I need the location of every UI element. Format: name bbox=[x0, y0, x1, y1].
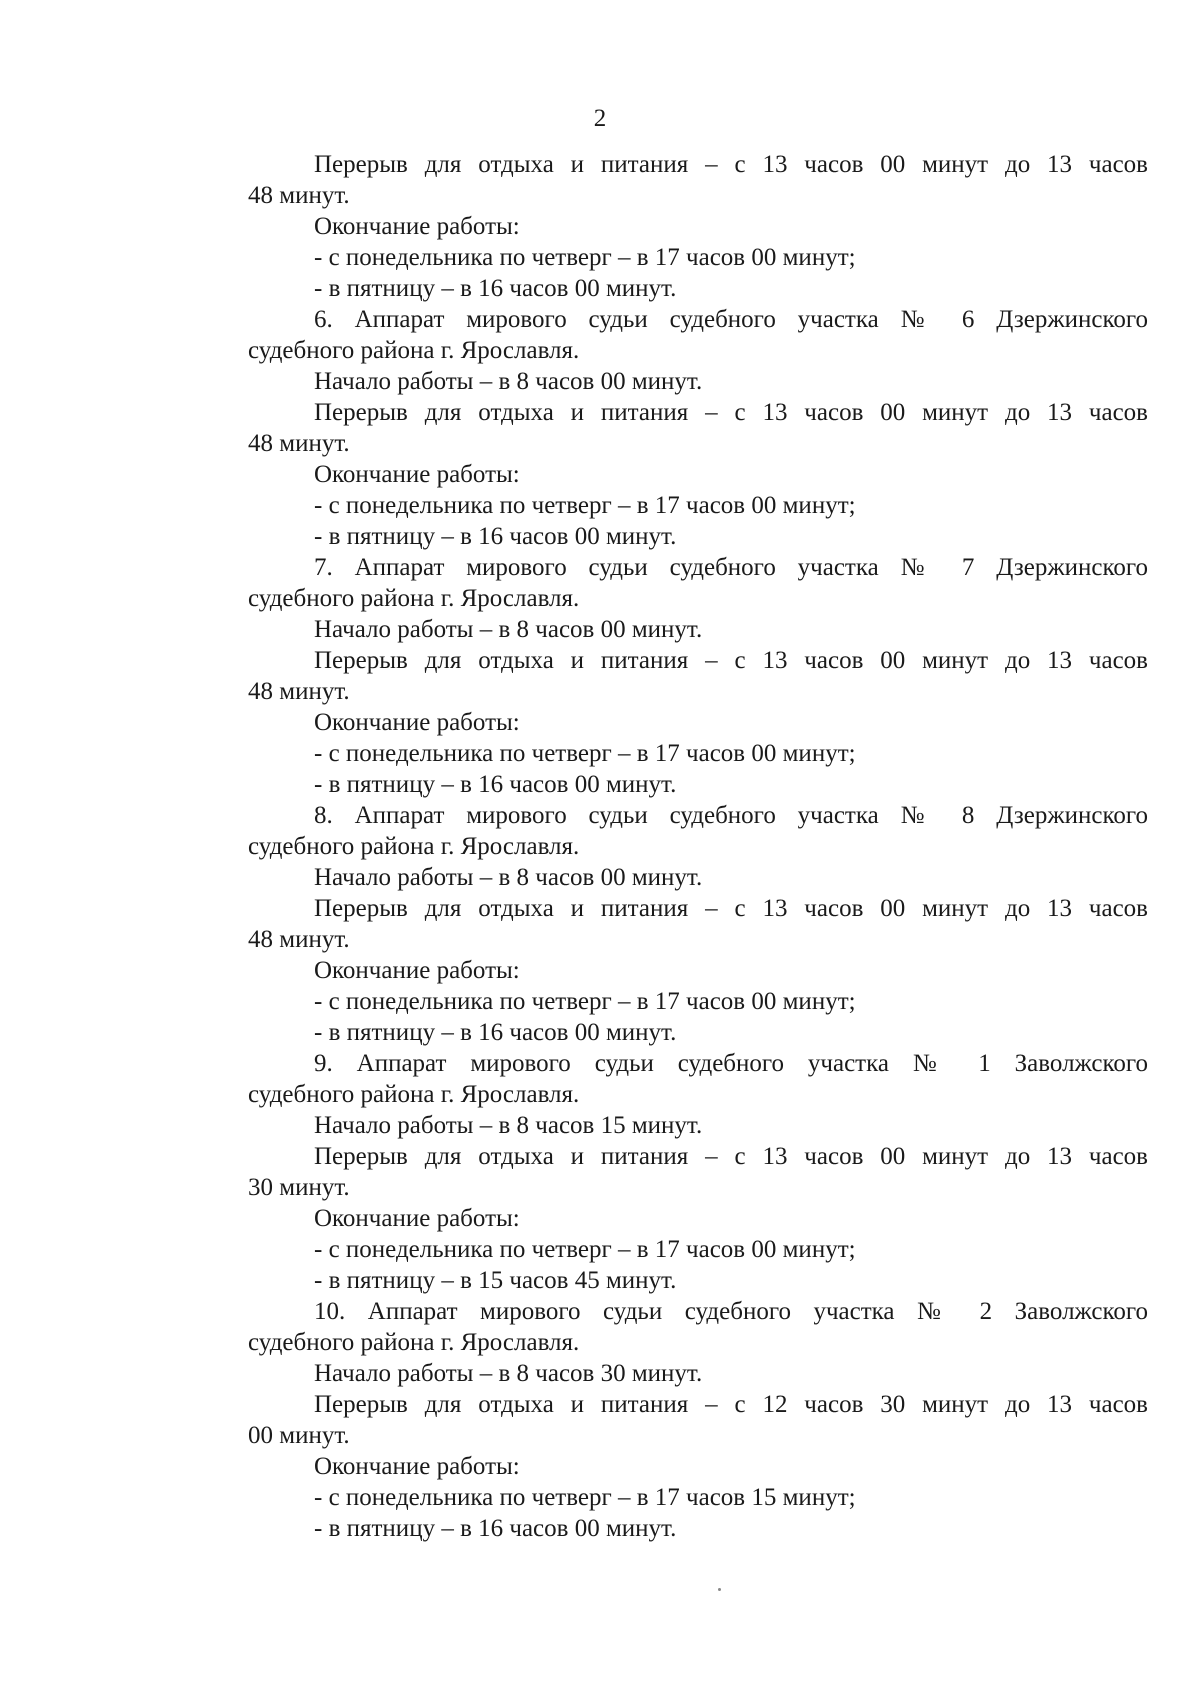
text-line: Начало работы – в 8 часов 30 минут. bbox=[314, 1360, 703, 1387]
text-line: Начало работы – в 8 часов 00 минут. bbox=[314, 616, 703, 643]
text-line: Начало работы – в 8 часов 15 минут. bbox=[314, 1112, 703, 1139]
text-line: Окончание работы: bbox=[314, 957, 520, 984]
text-line: 6. Аппарат мирового судьи судебного участка № 6 Дзержинского bbox=[314, 306, 1148, 333]
text-line: - в пятницу – в 16 часов 00 минут. bbox=[314, 275, 677, 302]
text-line: - в пятницу – в 16 часов 00 минут. bbox=[314, 523, 677, 550]
text-line: 48 минут. bbox=[248, 182, 350, 209]
text-line: - с понедельника по четверг – в 17 часов 00 минут; bbox=[314, 740, 856, 767]
text-line: 8. Аппарат мирового судьи судебного участка № 8 Дзержинского bbox=[314, 802, 1148, 829]
document-body bbox=[248, 149, 1148, 1544]
text-line: Окончание работы: bbox=[314, 461, 520, 488]
text-line: - с понедельника по четверг – в 17 часов 15 минут; bbox=[314, 1484, 856, 1511]
text-line: - в пятницу – в 15 часов 45 минут. bbox=[314, 1267, 677, 1294]
text-line: Окончание работы: bbox=[314, 213, 520, 240]
text-line: - с понедельника по четверг – в 17 часов 00 минут; bbox=[314, 988, 856, 1015]
text-line: - в пятницу – в 16 часов 00 минут. bbox=[314, 1515, 677, 1542]
text-line: Окончание работы: bbox=[314, 709, 520, 736]
scan-speck bbox=[718, 1588, 721, 1591]
text-line: 7. Аппарат мирового судьи судебного участка № 7 Дзержинского bbox=[314, 554, 1148, 581]
text-line: судебного района г. Ярославля. bbox=[248, 1329, 580, 1356]
text-line: - с понедельника по четверг – в 17 часов 00 минут; bbox=[314, 1236, 856, 1263]
text-line: - с понедельника по четверг – в 17 часов 00 минут; bbox=[314, 492, 856, 519]
text-line: Перерыв для отдыха и питания – с 12 часов 30 минут до 13 часов bbox=[314, 1391, 1148, 1418]
text-line: Окончание работы: bbox=[314, 1453, 520, 1480]
text-line: Перерыв для отдыха и питания – с 13 часов 00 минут до 13 часов bbox=[314, 1143, 1148, 1170]
text-line: Начало работы – в 8 часов 00 минут. bbox=[314, 864, 703, 891]
text-line: 48 минут. bbox=[248, 926, 350, 953]
text-line: 00 минут. bbox=[248, 1422, 350, 1449]
text-line: судебного района г. Ярославля. bbox=[248, 337, 580, 364]
text-line: Перерыв для отдыха и питания – с 13 часов 00 минут до 13 часов bbox=[314, 647, 1148, 674]
text-line: Начало работы – в 8 часов 00 минут. bbox=[314, 368, 703, 395]
text-line: Окончание работы: bbox=[314, 1205, 520, 1232]
text-line: Перерыв для отдыха и питания – с 13 часов 00 минут до 13 часов bbox=[314, 895, 1148, 922]
text-line: судебного района г. Ярославля. bbox=[248, 833, 580, 860]
text-line: Перерыв для отдыха и питания – с 13 часов 00 минут до 13 часов bbox=[314, 151, 1148, 178]
text-line: - с понедельника по четверг – в 17 часов 00 минут; bbox=[314, 244, 856, 271]
page-number: 2 bbox=[593, 105, 607, 132]
text-line: 10. Аппарат мирового судьи судебного участка № 2 Заволжского bbox=[314, 1298, 1148, 1325]
text-line: Перерыв для отдыха и питания – с 13 часов 00 минут до 13 часов bbox=[314, 399, 1148, 426]
text-line: судебного района г. Ярославля. bbox=[248, 1081, 580, 1108]
text-line: 9. Аппарат мирового судьи судебного участка № 1 Заволжского bbox=[314, 1050, 1148, 1077]
text-line: 30 минут. bbox=[248, 1174, 350, 1201]
text-line: - в пятницу – в 16 часов 00 минут. bbox=[314, 1019, 677, 1046]
text-line: 48 минут. bbox=[248, 678, 350, 705]
text-line: 48 минут. bbox=[248, 430, 350, 457]
text-line: судебного района г. Ярославля. bbox=[248, 585, 580, 612]
text-line: - в пятницу – в 16 часов 00 минут. bbox=[314, 771, 677, 798]
